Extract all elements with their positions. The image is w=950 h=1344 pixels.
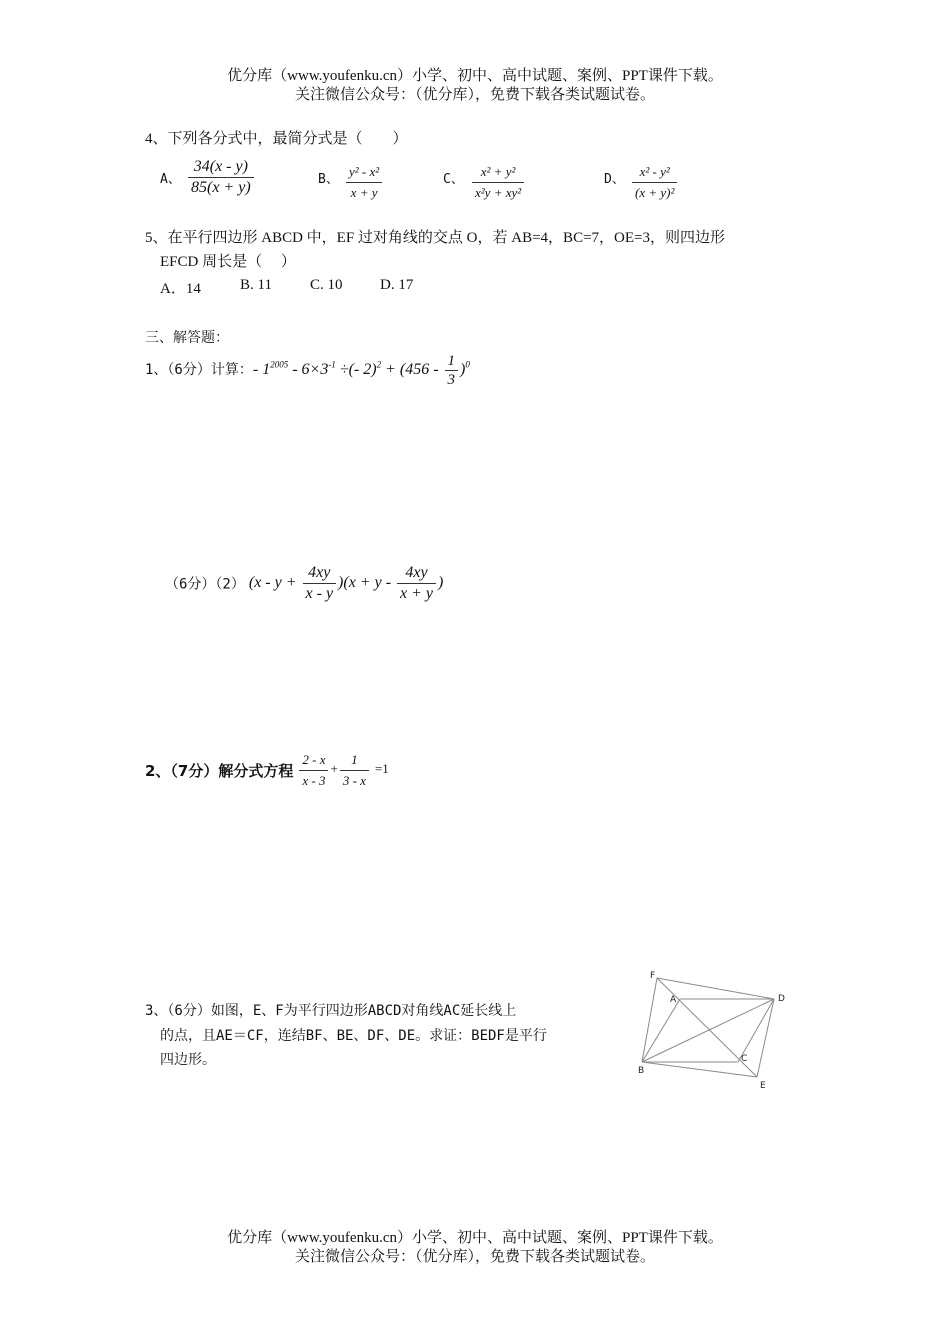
solve1-expr-3: ÷(- 2) [335,361,377,379]
solve2-frac1-den: x - 3 [302,773,326,788]
solve1-frac-den: 3 [447,372,456,388]
solve3-line2: 的点，且AE＝CF，连结BF、BE、DF、DE。求证：BEDF是平行 [160,1028,547,1044]
solve1b-frac2-den: x + y [400,585,434,602]
q4-c-label: C、 [443,172,464,187]
solve1b-frac1-den: x - y [305,585,334,602]
section-title: 三、解答题： [145,330,229,346]
solve2-equals: =1 [374,761,389,777]
figure-label-B: B [638,1066,645,1076]
q4-d-label: D、 [604,172,625,187]
page-header-line2: 关注微信公众号：（优分库），免费下载各类试题试卷。 [294,87,655,103]
page-header-line1: 优分库（www.youfenku.cn）小学、初中、高中试题、案例、PPT课件下载。 [227,68,723,84]
solve1b-problem [165,563,443,604]
q4-d-denominator: (x + y)² [635,185,675,200]
page-footer-line2: 关注微信公众号：（优分库），免费下载各类试题试卷。 [294,1249,655,1265]
q4-c-denominator: x²y + xy² [475,185,522,200]
solve1-expr-5: ) [460,361,466,379]
figure-label-E: E [760,1081,766,1091]
q4-d-numerator: x² - y² [632,162,677,183]
solve1-prefix: 1、（6分）计算： [145,362,253,379]
solve2-frac2-num: 1 [340,750,369,771]
segment-CD [738,999,774,1062]
solve1-frac-num: 1 [445,352,459,371]
solve1b-mid: )(x + y - [338,574,396,592]
q4-b-denominator: x + y [350,185,378,200]
solve2-prefix: 2、（7分）解分式方程 [145,762,294,780]
q4-b-label: B、 [318,172,339,187]
solve1-exp-2: -1 [328,359,336,370]
solve2-frac1-num: 2 - x [299,750,328,771]
q5-option-d: D. 17 [380,277,414,293]
q5-option-a: A．14 [160,281,201,297]
q5-stem-line1: 5、在平行四边形 ABCD 中，EF 过对角线的交点 O，若 AB=4，BC=7，OE=3，则四边形 [145,230,725,246]
parallelogram-figure [630,965,800,1095]
q4-a-denominator: 85(x + y) [191,179,251,196]
q4-a-numerator: 34(x - y) [188,157,254,178]
q4-b-numerator: y² - x² [346,162,382,183]
q5-option-b: B. 11 [240,277,272,293]
solve1b-open: (x - y + [248,574,301,592]
solve3-line3: 四边形。 [160,1052,216,1068]
q5-stem-line2: EFCD 周长是（ ） [160,254,296,270]
q4-stem: 4、下列各分式中，最简分式是（ ） [145,131,408,147]
figure-label-A: A [670,995,677,1005]
figure-label-D: D [778,994,785,1004]
solve2-problem [145,750,389,791]
solve1-exp-5: 0 [465,359,470,370]
solve1b-frac1-num: 4xy [303,563,337,584]
solve1-expr-4: + (456 - [381,361,443,379]
segment-BE [642,1062,757,1077]
solve1b-frac2-num: 4xy [397,563,436,584]
page-footer-line1: 优分库（www.youfenku.cn）小学、初中、高中试题、案例、PPT课件下载。 [227,1230,723,1246]
solve3-line1: 3、（6分）如图，E、F为平行四边形ABCD对角线AC延长线上 [145,1003,517,1019]
q4-a-label: A、 [160,172,181,187]
solve1-exp-3: 2 [376,359,382,370]
solve1-exp-1: 2005 [270,359,289,370]
solve2-frac2-den: 3 - x [342,773,366,788]
solve2-plus: + [330,761,338,777]
q4-c-numerator: x² + y² [472,162,524,183]
solve1-expr-1: - 1 [252,361,271,379]
figure-label-F: F [650,971,656,981]
solve1b-close: ) [438,574,444,592]
segment-BD [642,999,774,1062]
q5-option-c: C. 10 [310,277,343,293]
solve1b-prefix: （6分）（2） [165,576,245,593]
solve1-expr-2: - 6×3 [288,361,329,379]
segment-ED [757,999,774,1077]
solve1-problem [145,352,470,389]
figure-label-C: C [741,1054,748,1064]
